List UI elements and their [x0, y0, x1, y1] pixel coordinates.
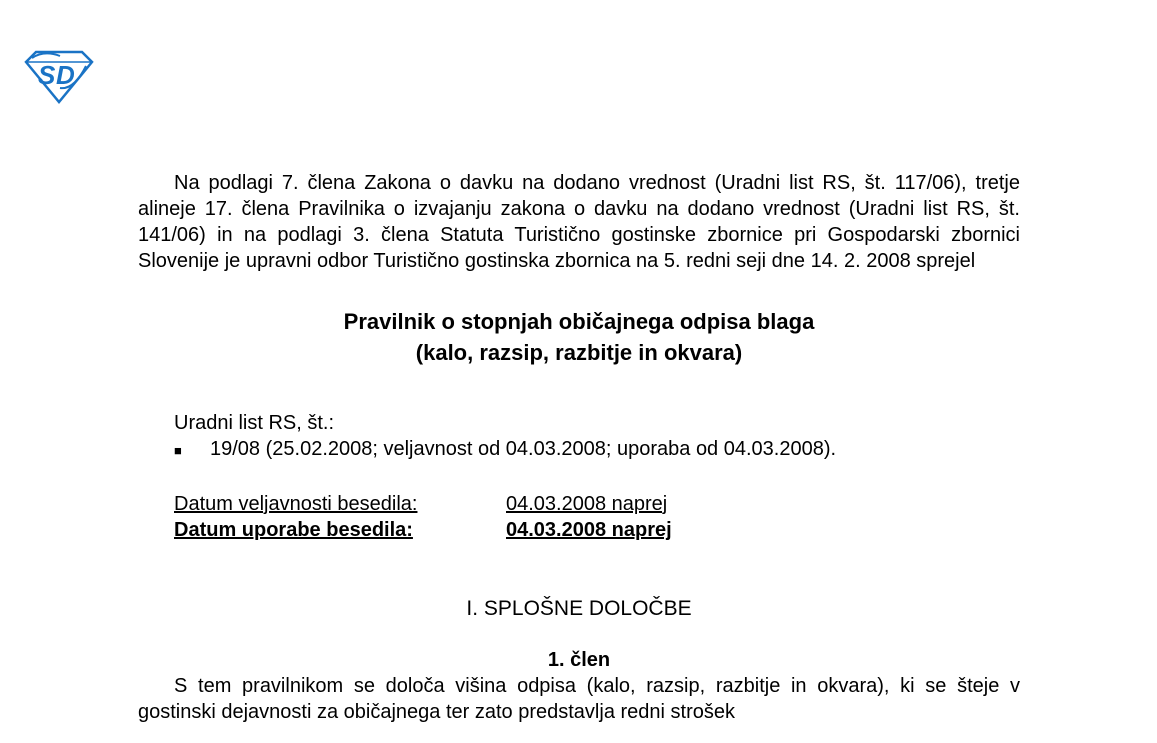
document-title: [138, 306, 1020, 368]
sd-logo-icon: [22, 48, 96, 104]
preamble-paragraph: Na podlagi 7. člena Zakona o davku na dodano vrednost (Uradni list RS, št. 117/06), tretje alineje 17. člena Pravilnika o izvajanju zakona o davku na dodano vrednost (Uradni list RS, št. 141/06) in na podlagi 3. člena Statuta Turistično gostinske zbornice pri Gospodarski zbornici Slovenije je upravni odbor Turistično gostinska zbornica na 5. redni seji dne 14. 2. 2008 sprejel: [138, 172, 1020, 272]
section-heading: I. SPLOŠNE DOLOČBE: [466, 597, 692, 620]
use-date-value: 04.03.2008 naprej: [506, 519, 672, 541]
use-date-label: Datum uporabe besedila:: [174, 519, 413, 541]
use-date-row: [174, 517, 1020, 543]
gazette-label: Uradni list RS, št.:: [174, 412, 335, 434]
date-block: [174, 491, 1020, 543]
svg-text:D: D: [56, 60, 75, 90]
gazette-item-text: 19/08 (25.02.2008; veljavnost od 04.03.2008; uporaba od 04.03.2008).: [210, 438, 837, 460]
bullet-icon: ■: [174, 443, 182, 458]
title-line-1: Pravilnik o stopnjah običajnega odpisa blaga: [343, 309, 815, 334]
validity-date-row: [174, 491, 1020, 517]
article-paragraph: S tem pravilnikom se določa višina odpisa (kalo, razsip, razbitje in okvara), ki se šteje v gostinski dejavnosti za običajnega ter zato predstavlja redni strošek: [138, 675, 1020, 723]
list-item: [174, 436, 1020, 464]
validity-date-label: Datum veljavnosti besedila:: [174, 493, 418, 515]
validity-date-value: 04.03.2008 naprej: [506, 493, 668, 515]
svg-text:S: S: [38, 60, 56, 90]
article-heading: 1. člen: [547, 649, 611, 671]
document-body: [138, 170, 1020, 725]
title-line-2: (kalo, razsip, razbitje in okvara): [415, 340, 743, 365]
gazette-reference: [174, 410, 1020, 464]
